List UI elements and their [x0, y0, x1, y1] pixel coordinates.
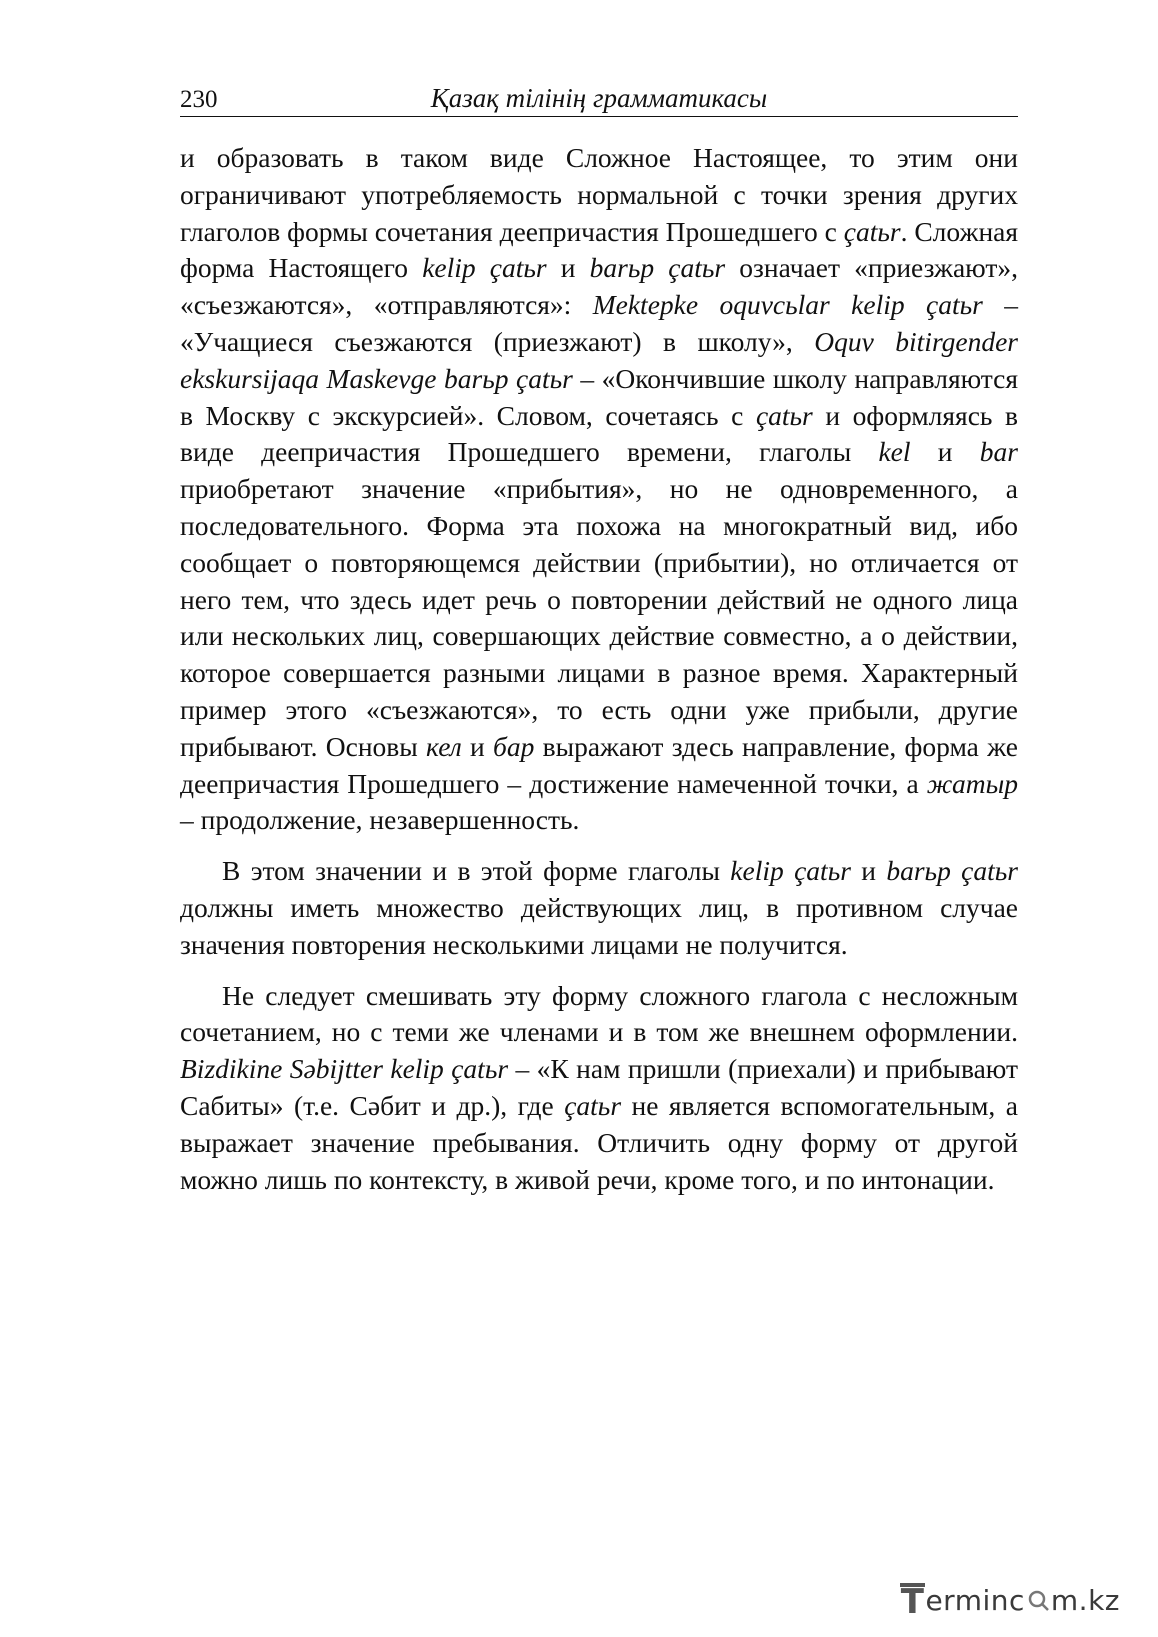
italic-term: çatьr — [755, 399, 813, 431]
watermark-initial: T — [900, 1582, 925, 1622]
text-run: – продолжение, незавершенность. — [180, 804, 580, 836]
text-run: Не следует смешивать эту форму сложного глагола с несложным сочетанием, но с теми же членами и в том же внешнем оформлении. — [180, 979, 1018, 1048]
text-run: приобретают значение «прибытия», но не одновременного, а последовательного. Форма эта похожа на многократный вид, ибо сообщает о повторяющемся действии (прибытии), но отличается от него тем, что здесь идет речь о повторении действий не одного лица или нескольких лиц, совершающих действие совместно, а о действии, которое совершается разными лицами в разное время. Характерный пример этого «съезжаются», то есть одни уже прибыли, другие прибывают. Основы — [180, 473, 1018, 762]
italic-term: kelip çatьr — [730, 855, 851, 887]
italic-term: çatьr — [843, 215, 901, 247]
text-run: – «Учащиеся съезжаются (приезжают) в школу», — [180, 289, 1018, 357]
text-run: выражают здесь направление, форма же деепричастия Прошедшего – достижение намеченной точки, а — [180, 730, 1018, 799]
italic-term: Oquv bitirgender ekskursijaqa Maskevge barьp çatьr — [180, 325, 1018, 394]
italic-term: çatьr — [564, 1089, 622, 1121]
magnifier-icon — [1027, 1589, 1049, 1611]
italic-term: кел — [426, 730, 462, 762]
italic-term: Mektepke oquvcьlar kelip çatьr — [592, 289, 983, 321]
paragraph — [180, 853, 1018, 963]
text-run: означает «приезжают», «съезжаются», «отправляются»: — [180, 252, 1019, 321]
paragraph — [180, 140, 1018, 839]
book-title: Қазақ тілінің грамматикасы — [430, 83, 768, 113]
watermark-text: erminc — [925, 1583, 1025, 1617]
italic-term: kelip çatьr — [422, 252, 547, 284]
body-text — [180, 140, 1018, 1198]
italic-term: barьp çatьr — [589, 252, 726, 284]
paragraph — [180, 978, 1018, 1199]
text-run: В этом значении и в этой форме глаголы — [222, 855, 731, 887]
italic-term: bar — [979, 436, 1018, 468]
running-header — [180, 84, 1018, 117]
text-run: . Сложная форма Настоящего — [180, 215, 1019, 284]
text-run: и — [850, 855, 887, 887]
text-run: – «Окончившие школу направляются в Москву с экскурсией». Словом, сочетаясь с — [180, 362, 1018, 431]
italic-term: barьp çatьr — [886, 855, 1018, 887]
text-run: и оформляясь в виде деепричастия Прошедшего времени, глаголы — [180, 399, 1019, 468]
text-run: должны иметь множество действующих лиц, в противном случае значения повторения несколькими лицами не получится. — [180, 891, 1018, 960]
watermark-logo — [900, 1578, 1120, 1622]
italic-term: kel — [878, 436, 911, 468]
text-run: и — [910, 436, 980, 468]
page-number: 230 — [180, 86, 218, 113]
text-run: и — [546, 252, 590, 284]
text-run: – «К нам пришли (приехали) и прибывают Сабиты» (т.е. Сәбит и др.), где — [180, 1053, 1019, 1121]
watermark-domain: m.kz — [1050, 1583, 1120, 1617]
italic-term: бар — [493, 730, 535, 762]
text-run: не является вспомогательным, а выражает значение пребывания. Отличить одну форму от другой можно лишь по контексту, в живой речи, кроме того, и по интонации. — [180, 1089, 1018, 1195]
italic-term: Bizdikine Səbijtter kelip çatьr — [180, 1053, 509, 1085]
text-run: и — [461, 730, 493, 762]
italic-term: жатыр — [926, 767, 1018, 799]
text-run: и образовать в таком виде Сложное Настоящее, то этим они ограничивают употребляемость нормальной с точки зрения других глаголов формы сочетания деепричастия Прошедшего с — [180, 142, 1018, 247]
